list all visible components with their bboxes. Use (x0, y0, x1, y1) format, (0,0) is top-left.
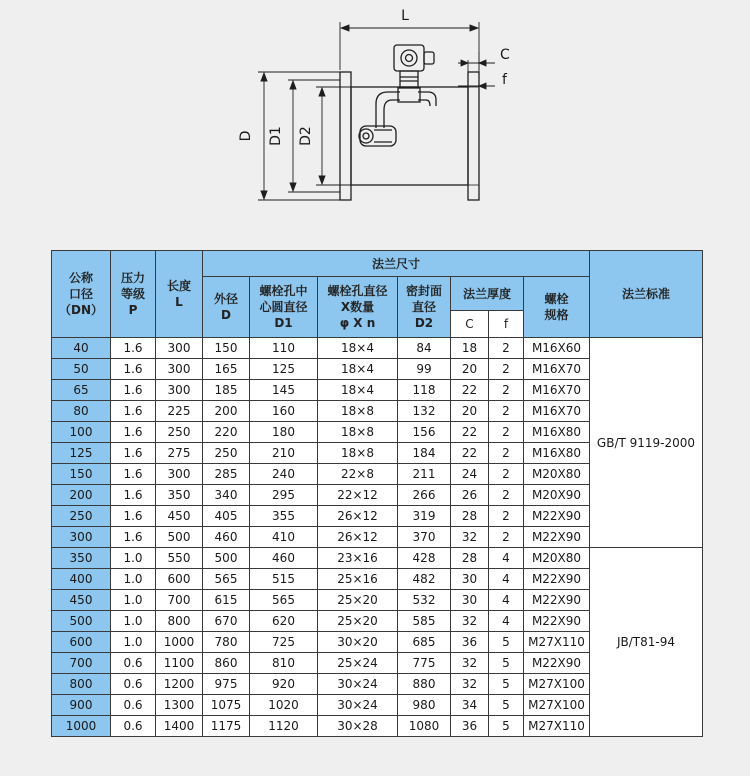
table-cell: 110 (250, 338, 318, 359)
right-flange (468, 72, 479, 200)
table-cell: 50 (52, 359, 111, 380)
table-cell: 700 (156, 590, 203, 611)
table-cell: 200 (203, 401, 250, 422)
table-cell: 500 (52, 611, 111, 632)
table-cell: 30×24 (318, 695, 398, 716)
table-cell: 4 (489, 569, 524, 590)
table-cell: 340 (203, 485, 250, 506)
table-cell: 0.6 (111, 653, 156, 674)
table-cell: 1.6 (111, 485, 156, 506)
table-cell: 2 (489, 338, 524, 359)
table-cell: 1300 (156, 695, 203, 716)
table-cell: 1075 (203, 695, 250, 716)
header-dn: 公称 口径 （DN） (52, 251, 111, 338)
table-cell: 1000 (156, 632, 203, 653)
table-cell: 1.6 (111, 443, 156, 464)
header-length: 长度 L (156, 251, 203, 338)
table-cell: 2 (489, 464, 524, 485)
table-cell: 2 (489, 443, 524, 464)
table-cell: M16X80 (524, 422, 590, 443)
table-cell: 1.0 (111, 569, 156, 590)
table-cell: 1000 (52, 716, 111, 737)
table-cell: 600 (52, 632, 111, 653)
table-cell: 1.6 (111, 359, 156, 380)
table-cell: 22 (451, 443, 489, 464)
table-cell: M20X80 (524, 464, 590, 485)
table-cell: 18×8 (318, 422, 398, 443)
dim-label-L: L (401, 8, 409, 24)
table-cell: 1100 (156, 653, 203, 674)
table-cell: 350 (52, 548, 111, 569)
flange-standard: GB/T 9119-2000 (590, 338, 703, 548)
table-cell: 600 (156, 569, 203, 590)
table-cell: 450 (52, 590, 111, 611)
table-cell: M22X90 (524, 653, 590, 674)
table-cell: 370 (398, 527, 451, 548)
table-cell: 1.0 (111, 611, 156, 632)
table-cell: 200 (52, 485, 111, 506)
table-cell: 460 (250, 548, 318, 569)
dim-label-D: D (238, 130, 254, 142)
header-flange-size: 法兰尺寸 (203, 251, 590, 277)
table-cell: 0.6 (111, 695, 156, 716)
table-cell: 1.6 (111, 338, 156, 359)
table-cell: M16X80 (524, 443, 590, 464)
table-cell: 18 (451, 338, 489, 359)
table-cell: 30×20 (318, 632, 398, 653)
table-cell: 5 (489, 632, 524, 653)
table-cell: 1.6 (111, 401, 156, 422)
table-cell: 295 (250, 485, 318, 506)
table-cell: 500 (203, 548, 250, 569)
header-seal-diameter: 密封面 直径 D2 (398, 277, 451, 338)
table-cell: 880 (398, 674, 451, 695)
table-cell: 2 (489, 380, 524, 401)
table-cell: 355 (250, 506, 318, 527)
table-cell: 18×4 (318, 380, 398, 401)
table-cell: 300 (52, 527, 111, 548)
table-cell: 515 (250, 569, 318, 590)
table-cell: 84 (398, 338, 451, 359)
table-cell: M22X90 (524, 506, 590, 527)
table-cell: 36 (451, 716, 489, 737)
table-cell: 24 (451, 464, 489, 485)
table-cell: 26×12 (318, 527, 398, 548)
table-cell: M22X90 (524, 611, 590, 632)
table-cell: 1020 (250, 695, 318, 716)
table-cell: 4 (489, 611, 524, 632)
table-cell: 1200 (156, 674, 203, 695)
table-cell: 32 (451, 674, 489, 695)
table-cell: 184 (398, 443, 451, 464)
table-cell: 0.6 (111, 674, 156, 695)
table-cell: 1.6 (111, 464, 156, 485)
table-cell: 250 (52, 506, 111, 527)
table-cell: 4 (489, 548, 524, 569)
table-cell: 32 (451, 527, 489, 548)
table-cell: 500 (156, 527, 203, 548)
table-cell: M22X90 (524, 527, 590, 548)
table-cell: 118 (398, 380, 451, 401)
table-cell: 300 (156, 359, 203, 380)
table-cell: 482 (398, 569, 451, 590)
flange-standard: JB/T81-94 (590, 548, 703, 737)
table-cell: 428 (398, 548, 451, 569)
table-cell: 22 (451, 380, 489, 401)
table-cell: 460 (203, 527, 250, 548)
table-cell: 30×24 (318, 674, 398, 695)
table-cell: M20X90 (524, 485, 590, 506)
table-cell: 410 (250, 527, 318, 548)
table-cell: 400 (52, 569, 111, 590)
bypass-tube (376, 92, 400, 128)
table-cell: 4 (489, 590, 524, 611)
header-standard: 法兰标准 (590, 251, 703, 338)
table-cell: 2 (489, 506, 524, 527)
table-cell: 975 (203, 674, 250, 695)
table-cell: 565 (250, 590, 318, 611)
table-cell: 180 (250, 422, 318, 443)
table-cell: 565 (203, 569, 250, 590)
table-cell: 620 (250, 611, 318, 632)
table-cell: 0.6 (111, 716, 156, 737)
table-cell: 2 (489, 527, 524, 548)
header-outer-diameter: 外径 D (203, 277, 250, 338)
table-cell: M22X90 (524, 590, 590, 611)
table-cell: 100 (52, 422, 111, 443)
table-cell: 5 (489, 695, 524, 716)
table-cell: 980 (398, 695, 451, 716)
table-cell: 775 (398, 653, 451, 674)
table-cell: 211 (398, 464, 451, 485)
table-cell: 150 (52, 464, 111, 485)
table-cell: 615 (203, 590, 250, 611)
table-row (52, 338, 703, 359)
table-cell: 550 (156, 548, 203, 569)
table-cell: 800 (52, 674, 111, 695)
table-cell: M16X60 (524, 338, 590, 359)
flowmeter-dimension-drawing (0, 0, 750, 250)
table-cell: M20X80 (524, 548, 590, 569)
table-cell: 150 (203, 338, 250, 359)
table-cell: 18×4 (318, 359, 398, 380)
table-cell: 1.0 (111, 548, 156, 569)
table-cell: 32 (451, 653, 489, 674)
table-cell: 99 (398, 359, 451, 380)
table-cell: 132 (398, 401, 451, 422)
table-cell: 1.6 (111, 380, 156, 401)
table-cell: 240 (250, 464, 318, 485)
table-cell: 22 (451, 422, 489, 443)
header-flange-thickness: 法兰厚度 (451, 277, 524, 311)
table-cell: 40 (52, 338, 111, 359)
table-cell: 25×16 (318, 569, 398, 590)
table-cell: 920 (250, 674, 318, 695)
table-cell: 30×28 (318, 716, 398, 737)
table-cell: 36 (451, 632, 489, 653)
dim-label-D1: D1 (268, 126, 284, 146)
table-cell: 900 (52, 695, 111, 716)
table-cell: 80 (52, 401, 111, 422)
table-cell: 800 (156, 611, 203, 632)
table-cell: 2 (489, 359, 524, 380)
table-cell: M27X110 (524, 716, 590, 737)
sensor-head (394, 45, 434, 87)
table-cell: 26 (451, 485, 489, 506)
table-cell: 125 (52, 443, 111, 464)
table-cell: 34 (451, 695, 489, 716)
header-bolt-circle: 螺栓孔中 心圆直径 D1 (250, 277, 318, 338)
table-cell: 125 (250, 359, 318, 380)
dim-label-f: f (502, 72, 507, 88)
table-row (52, 548, 703, 569)
table-cell: 30 (451, 569, 489, 590)
table-cell: 22×12 (318, 485, 398, 506)
table-cell: 1.6 (111, 527, 156, 548)
converter-body (359, 126, 396, 146)
table-cell: 23×16 (318, 548, 398, 569)
table-cell: 28 (451, 548, 489, 569)
table-cell: 220 (203, 422, 250, 443)
table-cell: 585 (398, 611, 451, 632)
table-cell: 300 (156, 338, 203, 359)
table-cell: 5 (489, 653, 524, 674)
table-cell: 20 (451, 359, 489, 380)
table-cell: 225 (156, 401, 203, 422)
table-cell: 1.0 (111, 632, 156, 653)
dim-label-C: C (500, 47, 510, 63)
table-cell: 285 (203, 464, 250, 485)
table-cell: 405 (203, 506, 250, 527)
table-cell: 210 (250, 443, 318, 464)
table-cell: M16X70 (524, 380, 590, 401)
table-cell: 1.6 (111, 506, 156, 527)
table-cell: 300 (156, 380, 203, 401)
table-cell: 25×20 (318, 611, 398, 632)
table-cell: M27X100 (524, 695, 590, 716)
table-cell: 18×8 (318, 401, 398, 422)
table-cell: 28 (451, 506, 489, 527)
table-cell: 266 (398, 485, 451, 506)
table-cell: 1400 (156, 716, 203, 737)
table-cell: 532 (398, 590, 451, 611)
table-cell: 780 (203, 632, 250, 653)
flange-spec-table (51, 250, 703, 737)
header-f: f (489, 311, 524, 338)
table-cell: 25×24 (318, 653, 398, 674)
table-cell: 860 (203, 653, 250, 674)
header-bolt-spec: 螺栓 规格 (524, 277, 590, 338)
table-cell: 160 (250, 401, 318, 422)
left-flange (340, 72, 351, 200)
table-cell: 450 (156, 506, 203, 527)
table-cell: M27X100 (524, 674, 590, 695)
table-cell: 319 (398, 506, 451, 527)
table-cell: 5 (489, 674, 524, 695)
table-cell: 1080 (398, 716, 451, 737)
table-cell: 22×8 (318, 464, 398, 485)
table-cell: 30 (451, 590, 489, 611)
table-cell: 25×20 (318, 590, 398, 611)
table-cell: 250 (203, 443, 250, 464)
header-pressure: 压力 等级 P (111, 251, 156, 338)
table-cell: 1.0 (111, 590, 156, 611)
table-cell: 18×8 (318, 443, 398, 464)
table-cell: 725 (250, 632, 318, 653)
table-cell: M27X110 (524, 632, 590, 653)
table-cell: 1175 (203, 716, 250, 737)
table-cell: 275 (156, 443, 203, 464)
table-cell: 2 (489, 401, 524, 422)
table-cell: 18×4 (318, 338, 398, 359)
table-cell: 65 (52, 380, 111, 401)
table-cell: 810 (250, 653, 318, 674)
table-cell: 145 (250, 380, 318, 401)
table-cell: 2 (489, 485, 524, 506)
table-cell: 156 (398, 422, 451, 443)
table-cell: 2 (489, 422, 524, 443)
table-cell: 165 (203, 359, 250, 380)
table-cell: M16X70 (524, 359, 590, 380)
table-cell: M22X90 (524, 569, 590, 590)
header-c: C (451, 311, 489, 338)
table-cell: 26×12 (318, 506, 398, 527)
table-cell: 700 (52, 653, 111, 674)
table-cell: 1120 (250, 716, 318, 737)
table-cell: 300 (156, 464, 203, 485)
table-cell: 185 (203, 380, 250, 401)
table-cell: 1.6 (111, 422, 156, 443)
table-cell: 20 (451, 401, 489, 422)
table-cell: 670 (203, 611, 250, 632)
dim-label-D2: D2 (298, 126, 314, 146)
table-cell: 32 (451, 611, 489, 632)
table-cell: 685 (398, 632, 451, 653)
table-cell: M16X70 (524, 401, 590, 422)
table-cell: 5 (489, 716, 524, 737)
table-cell: 350 (156, 485, 203, 506)
header-bolt-hole: 螺栓孔直径 X数量 φ X n (318, 277, 398, 338)
table-cell: 250 (156, 422, 203, 443)
